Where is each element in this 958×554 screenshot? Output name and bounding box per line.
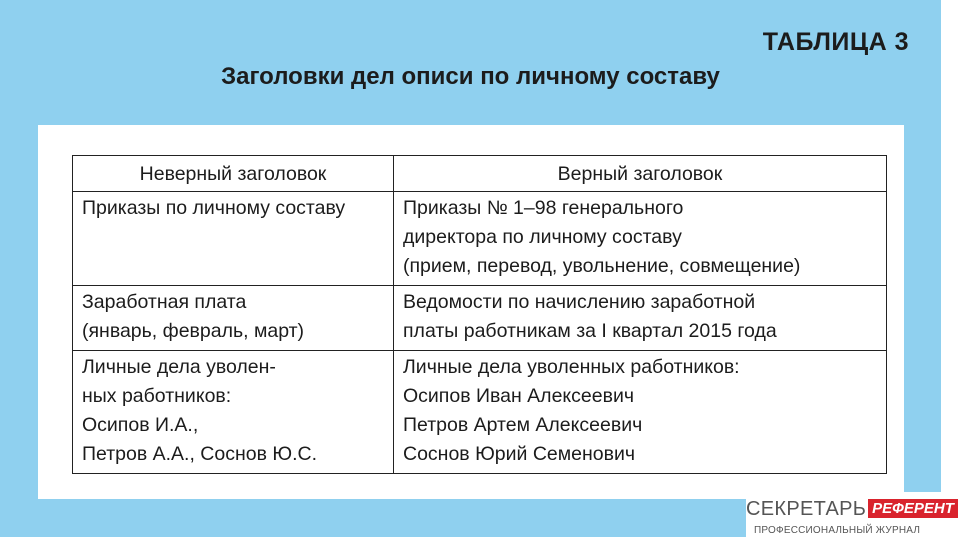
cell-line: Заработная плата — [82, 291, 247, 313]
cell-line: Ведомости по начислению заработной — [403, 291, 756, 313]
cell-line: (прием, перевод, увольнение, совмещение) — [403, 255, 801, 277]
cell-line: Личные дела уволен- — [82, 356, 276, 378]
cell-line: директора по личному составу — [403, 226, 682, 248]
cell-correct — [394, 286, 887, 351]
table-header-row — [73, 156, 887, 192]
cell-line: ных работников: — [82, 385, 232, 407]
case-headings-table — [72, 155, 887, 474]
cell-wrong — [73, 351, 394, 474]
cell-line: Соснов Юрий Семенович — [403, 443, 636, 465]
cell-line: Приказы по личному составу — [82, 197, 346, 219]
cell-correct — [394, 192, 887, 286]
cell-line: Приказы № 1–98 генерального — [403, 197, 684, 219]
cell-wrong — [73, 286, 394, 351]
cell-line: Петров Артем Алексеевич — [403, 414, 643, 436]
table-card — [38, 125, 904, 499]
cell-line: Личные дела уволенных работников: — [403, 356, 740, 378]
cell-wrong — [73, 192, 394, 286]
logo-brand-right: РЕФЕРЕНТ — [868, 499, 958, 518]
table-number-label: ТАБЛИЦА 3 — [762, 28, 909, 56]
logo-subtitle: ПРОФЕССИОНАЛЬНЫЙ ЖУРНАЛ — [754, 525, 921, 536]
cell-line: Осипов Иван Алексеевич — [403, 385, 635, 407]
cell-line: Петров А.А., Соснов Ю.С. — [82, 443, 317, 465]
table-row — [73, 351, 887, 474]
table-row — [73, 286, 887, 351]
cell-line: Осипов И.А., — [82, 414, 199, 436]
logo-brand-left: СЕКРЕТАРЬ — [746, 498, 867, 520]
logo-wordmark — [746, 498, 958, 521]
magazine-logo — [746, 492, 954, 540]
header-correct: Верный заголовок — [394, 156, 887, 192]
cell-line: (январь, февраль, март) — [82, 320, 305, 342]
table-title: Заголовки дел описи по личному составу — [221, 63, 720, 90]
cell-line: платы работникам за I квартал 2015 года — [403, 320, 777, 342]
cell-correct — [394, 351, 887, 474]
header-wrong: Неверный заголовок — [73, 156, 394, 192]
table-row — [73, 192, 887, 286]
